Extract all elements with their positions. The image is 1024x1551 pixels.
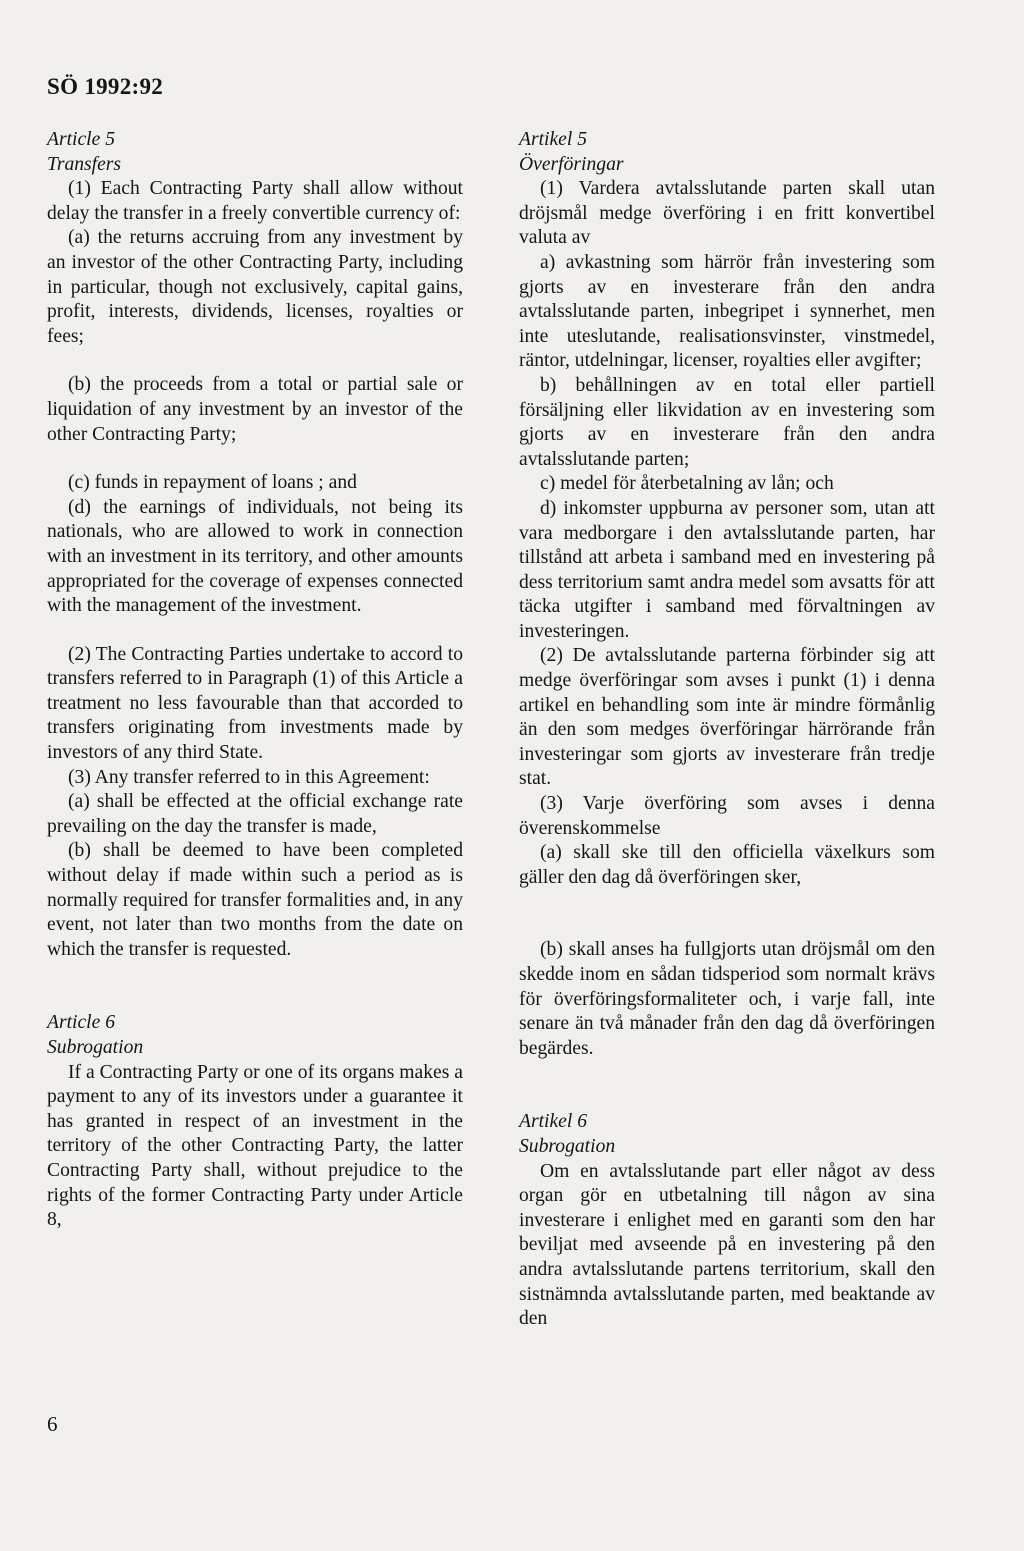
paragraph-1a: a) avkastning som härrör från investering som gjorts av en investerare från den andra avtalsslutande parten, inbegripet i synnerhet, men inte uteslutande, realisationsvinster, vinstmedel, räntor, utdelningar, licenser, royalties eller avgifter; — [519, 251, 935, 372]
article-5-title: Överföringar — [519, 153, 624, 175]
paragraph-6: If a Contracting Party or one of its organs makes a payment to any of its investors under a guarantee it has granted in respect of an investment in the territory of the other Contracting Party, the latter Contracting Party shall, without prejudice to the rights of the former Contracting Party under Article 8, — [47, 1061, 463, 1231]
document-id: SÖ 1992:92 — [47, 74, 164, 99]
article-5-heading: Artikel 5 — [519, 129, 588, 150]
paragraph-1a: (a) the returns accruing from any investment by an investor of the other Contracting Party, including in particular, though not exclusively, capital gains, profit, interests, dividends, licenses, royalties or fees; — [47, 227, 463, 347]
paragraph-6: Om en avtalsslutande part eller något av dess organ gör en utbetalning till någon av sina investerare i enlighet med en garanti som den har beviljat med avseende på en investering på den andra avtalsslutande partens territorium, skall den sistnämnda avtalsslutande parten, med beaktande av den — [519, 1160, 935, 1330]
article-6-heading: Artikel 6 — [519, 1111, 588, 1133]
paragraph-3b: (b) shall be deemed to have been completed without delay if made within such a period as is normally required for transfer formalities and, in any event, not later than two months from the date on which the transfer is requested. — [47, 840, 463, 960]
article-5-heading: Article 5 — [47, 129, 116, 150]
article-6-title: Subrogation — [519, 1135, 616, 1157]
paragraph-1d: (d) the earnings of individuals, not being its nationals, who are allowed to work in connection with an investment in its territory, and other amounts appropriated for the coverage of expenses connected with the management of the investment. — [47, 496, 463, 617]
paragraph-3b: (b) skall anses ha fullgjorts utan dröjsmål om den skedde inom en sådan tidsperiod som normalt krävs för överföringsformaliteter och, i varje fall, inte senare än två månader från den dag då överföringen begärdes. — [519, 939, 935, 1059]
paragraph-3a: (a) skall ske till den officiella växelkurs som gäller den dag då överföringen sker, — [519, 842, 935, 888]
paragraph-2: (2) De avtalsslutande parterna förbinder sig att medge överföringar som avses i punkt (1) i denna artikel en behandling som inte är mindre förmånlig än den som medges överföringar härrörande från investeringar som gjorts av investerare från tredje stat. — [519, 645, 935, 790]
paragraph-1: (1) Vardera avtalsslutande parten skall utan dröjsmål medge överföring i en fritt konvertibel valuta av — [519, 178, 935, 249]
article-6-title: Subrogation — [47, 1037, 144, 1058]
paragraph-2: (2) The Contracting Parties undertake to accord to transfers referred to in Paragraph (1) of this Article a treatment no less favourable than that accorded to transfers originating from investments made by investors of any third State. — [47, 643, 463, 764]
paragraph-1c: (c) funds in repayment of loans ; and — [68, 472, 357, 494]
paragraph-1c: c) medel för återbetalning av lån; och — [540, 473, 834, 495]
paragraph-3a: (a) shall be effected at the official exchange rate prevailing on the day the transfer is made, — [47, 791, 463, 837]
swedish-column — [519, 128, 935, 1332]
paragraph-1d: d) inkomster uppburna av personer som, utan att vara medborgare i den avtalsslutande parten, har tillstånd att arbeta i samband med en investering på dess territorium samt andra medel som avsatts för att täcka utgifter i samband med förvaltningen av investeringen. — [519, 497, 935, 642]
paragraph-1b: (b) the proceeds from a total or partial sale or liquidation of any investment by an investor of the other Contracting Party; — [47, 374, 463, 445]
paragraph-3: (3) Any transfer referred to in this Agreement: — [68, 766, 430, 788]
paragraph-3: (3) Varje överföring som avses i denna överenskommelse — [519, 793, 935, 839]
english-column — [47, 128, 463, 1233]
paragraph-1b: b) behållningen av en total eller partiell försäljning eller likvidation av en investering som gjorts av en investerare från den andra avtalsslutande parten; — [519, 374, 935, 470]
page-number: 6 — [47, 1412, 58, 1436]
paragraph-1: (1) Each Contracting Party shall allow without delay the transfer in a freely convertible currency of: — [47, 178, 463, 224]
article-5-title: Transfers — [47, 153, 122, 175]
article-6-heading: Article 6 — [47, 1012, 116, 1034]
